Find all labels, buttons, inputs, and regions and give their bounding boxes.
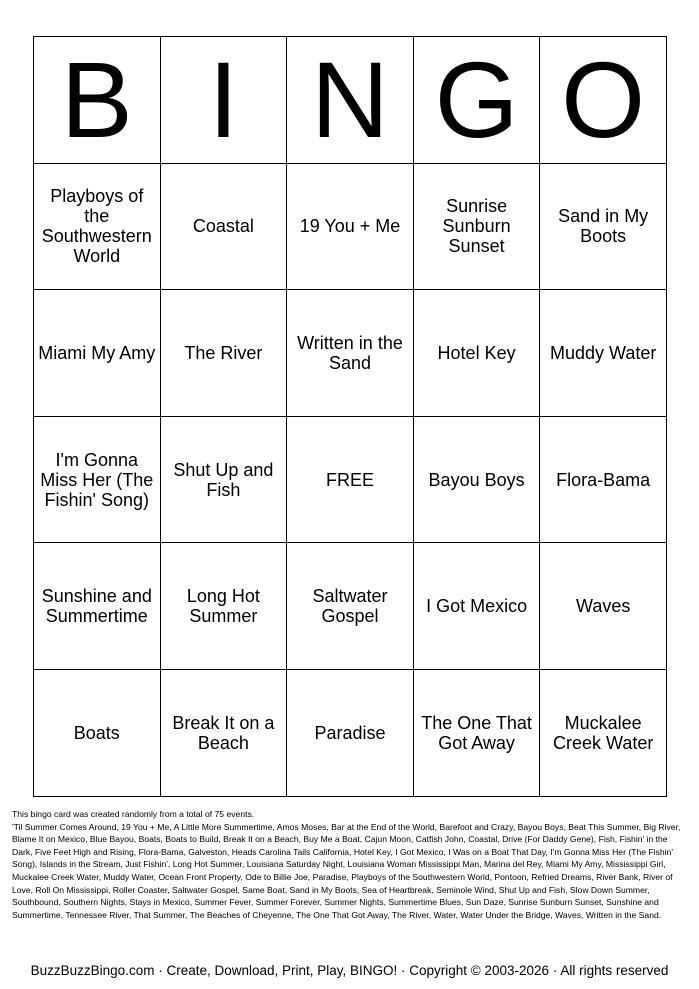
header-letter-o: O <box>540 37 667 164</box>
grid-cell: Shut Up and Fish <box>160 416 287 543</box>
grid-cell: Break It on a Beach <box>160 669 287 796</box>
grid-cell: The River <box>160 290 287 417</box>
grid-cell: Sunrise Sunburn Sunset <box>413 163 540 290</box>
grid-row <box>34 543 667 670</box>
grid-cell: Sunshine and Summertime <box>34 543 161 670</box>
free-space-cell: FREE <box>287 416 414 543</box>
grid-cell: Miami My Amy <box>34 290 161 417</box>
event-list-note <box>12 808 688 921</box>
header-row <box>34 37 667 164</box>
grid-row <box>34 669 667 796</box>
grid-cell: Saltwater Gospel <box>287 543 414 670</box>
grid-cell: Written in the Sand <box>287 290 414 417</box>
grid-cell: Flora-Bama <box>540 416 667 543</box>
note-intro: This bingo card was created randomly from a total of 75 events. <box>12 809 255 819</box>
grid-cell: Playboys of the Southwestern World <box>34 163 161 290</box>
grid-cell: The One That Got Away <box>413 669 540 796</box>
grid-row <box>34 290 667 417</box>
grid-cell: Sand in My Boots <box>540 163 667 290</box>
header-letter-i: I <box>160 37 287 164</box>
grid-cell: Waves <box>540 543 667 670</box>
grid-cell: Muckalee Creek Water <box>540 669 667 796</box>
grid-cell: I Got Mexico <box>413 543 540 670</box>
grid-cell: Hotel Key <box>413 290 540 417</box>
header-letter-n: N <box>287 37 414 164</box>
header-letter-g: G <box>413 37 540 164</box>
grid-cell: Boats <box>34 669 161 796</box>
grid-row <box>34 416 667 543</box>
copyright-footer: BuzzBuzzBingo.com · Create, Download, Print, Play, BINGO! · Copyright © 2003-2026 · All rights reserved <box>30 963 669 978</box>
grid-cell: Coastal <box>160 163 287 290</box>
grid-cell: I'm Gonna Miss Her (The Fishin' Song) <box>34 416 161 543</box>
grid-cell: 19 You + Me <box>287 163 414 290</box>
grid-cell: Bayou Boys <box>413 416 540 543</box>
grid-cell: Muddy Water <box>540 290 667 417</box>
header-letter-b: B <box>34 37 161 164</box>
grid-cell: Long Hot Summer <box>160 543 287 670</box>
grid-cell: Paradise <box>287 669 414 796</box>
bingo-card <box>33 36 667 797</box>
note-event-list: 'Til Summer Comes Around, 19 You + Me, A Little More Summertime, Amos Moses, Bar at the End of the World, Barefoot and Crazy, Bayou Boys, Beat This Summer, Big River, Blame It on Mexico, Blue Bayou, Boats, Boats to Build, Break It on a Beach, Buy Me a Boat, Cajun Moon, Catfish John, Coastal, Drive (For Daddy Gene), Fish, Fishin' in the Dark, Five Feet High and Rising, Flora-Bama, Galveston, Heads Carolina Tails California, Hotel Key, I Got Mexico, I Was on a Boat That Day, I'm Gonna Miss Her (The Fishin' Song), Islands in the Stream, Just Fishin', Long Hot Summer, Louisiana Saturday Night, Louisiana Woman Mississippi Man, Marina del Rey, Miami My Amy, Mississippi Girl, Muckalee Creek Water, Muddy Water, Ocean Front Property, Ode to Billie Joe, Paradise, Playboys of the Southwestern World, Pontoon, Refried Dreams, River Bank, River of Love, Roll On Mississippi, Roller Coaster, Saltwater Gospel, Same Boat, Sand in My Boots, Sea of Heartbreak, Seminole Wind, Shut Up and Fish, Slow Down Summer, Southbound, Southern Nights, Stays in Mexico, Summer Fever, Summer Forever, Summer Nights, Summertime Blues, Sun Daze, Sunrise Sunburn Sunset, Sunshine and Summertime, Tennessee River, That Summer, The Beaches of Cheyenne, The One That Got Away, The River, Water, Water Under the Bridge, Waves, Written in the Sand. <box>12 821 681 920</box>
grid-row <box>34 163 667 290</box>
